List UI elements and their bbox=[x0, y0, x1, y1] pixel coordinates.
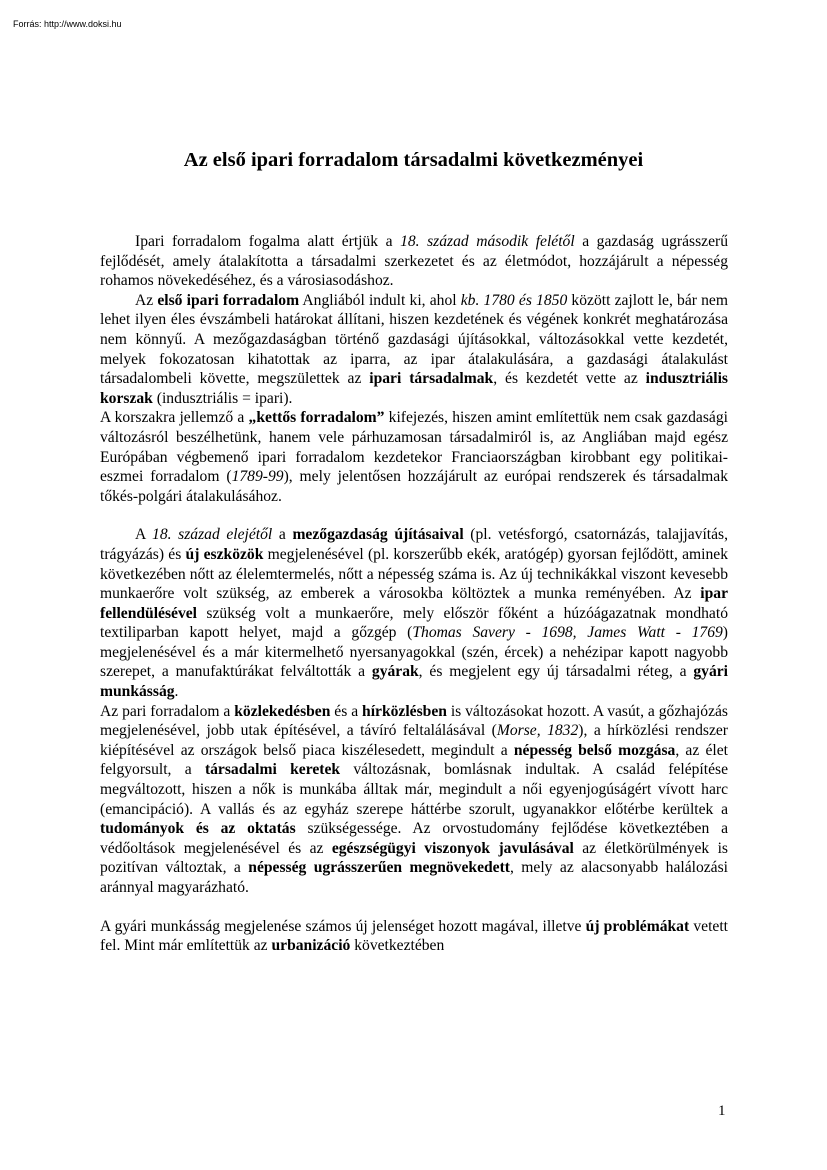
paragraph-spacer bbox=[100, 898, 728, 917]
document-title: Az első ipari forradalom társadalmi következményei bbox=[183, 149, 644, 171]
paragraph-dual-revolution: A korszakra jellemző a „kettős forradalom” kifejezés, hiszen amint említettük nem csak gazdasági változásról beszélhetünk, hanem vele párhuzamosan társadalmiról is, az Angliában majd egész Európában végbemenő ipari forradalom kezdetekor Franciaországban kirobbant egy politikai-eszmei forradalom (1789-99), mely jelentősen hozzájárult az európai rendszerek és társadalmak tőkés-polgári átalakulásához. bbox=[100, 409, 728, 505]
source-label: Forrás: http://www.doksi.hu bbox=[13, 19, 122, 29]
paragraph-agriculture: A 18. század elejétől a mezőgazdaság újításaival (pl. vetésforgó, csatornázás, talajjavítás, trágyázás) és új eszközök megjelenésével (pl. korszerűbb ekék, aratógép) gyorsan fejlődött, aminek következében nőtt az élelemtermelés, nőtt a népesség száma is. Az új technikákkal viszont kevesebb munkaerőre volt szükség, az emberek a városokba költöztek a munka reményében. Az ipar fellendülésével szükség volt a munkaerőre, mely először főként a húzóágazatnak mondható textiliparban kapott helyet, majd a gőzgép (Thomas Savery - 1698, James Watt - 1769) megjelenésével és a már kitermelhető nyersanyagokkal (szén, ércek) a nehézipar kapott nagyobb szerepet, a manufaktúrákat felváltották a gyárak, és megjelent egy új társadalmi réteg, a gyári munkásság. bbox=[100, 526, 729, 701]
paragraph-intro: Ipari forradalom fogalma alatt értjük a 18. század második felétől a gazdaság ugrásszerű fejlődését, amely átalakította a társadalmi szerkezetet és az életmódot, hozzájárult a népesség rohamos növekedéséhez, és a városiasodáshoz. bbox=[100, 233, 728, 290]
paragraph-spacer bbox=[100, 506, 728, 525]
document-body bbox=[100, 232, 728, 956]
paragraph-first-revolution: Az első ipari forradalom Angliából indult ki, ahol kb. 1780 és 1850 között zajlott le, bár nem lehet ilyen éles évszámbeli határokat állítani, hiszen kezdetének és végének konkrét meghatározása nem könnyű. A mezőgazdaságban történő gazdasági újításokkal, változásokkal vette kezdetét, melyek fokozatosan kihatottak az iparra, az ipar átalakulására, a gazdasági átalakulást társadalombeli követte, megszülettek az ipari társadalmak, és kezdetét vette az indusztriális korszak (indusztriális = ipari). bbox=[100, 291, 728, 407]
page-number: 1 bbox=[718, 1103, 726, 1119]
paragraph-factory-workers: A gyári munkásság megjelenése számos új jelenséget hozott magával, illetve új problémákat vetett fel. Mint már említettük az urbanizáció következtében bbox=[100, 917, 728, 955]
paragraph-transport: Az pari forradalom a közlekedésben és a hírközlésben is változásokat hozott. A vasút, a gőzhajózás megjelenésével, jobb utak építésével, a távíró feltalálásával (Morse, 1832), a hírközlési rendszer kiépítésével az országok belső piaca kiszélesedett, megindult a népesség belső mozgása, az élet felgyorsult, a társadalmi keretek változásnak, bomlásnak indultak. A család felépítése megváltozott, hiszen a nők is munkába álltak már, megindult a női egyenjogúságért vívott harc (emancipáció). A vallás és az egyház szerepe háttérbe szorult, ugyanakkor előtérbe kerültek a tudományok és az oktatás szükségessége. Az orvostudomány fejlődése következtében a védőoltások megjelenésével és az egészségügyi viszonyok javulásával az életkörülmények is pozitívan változtak, a népesség ugrásszerűen megnövekedett, mely az alacsonyabb halálozási aránnyal magyarázható. bbox=[100, 702, 729, 896]
